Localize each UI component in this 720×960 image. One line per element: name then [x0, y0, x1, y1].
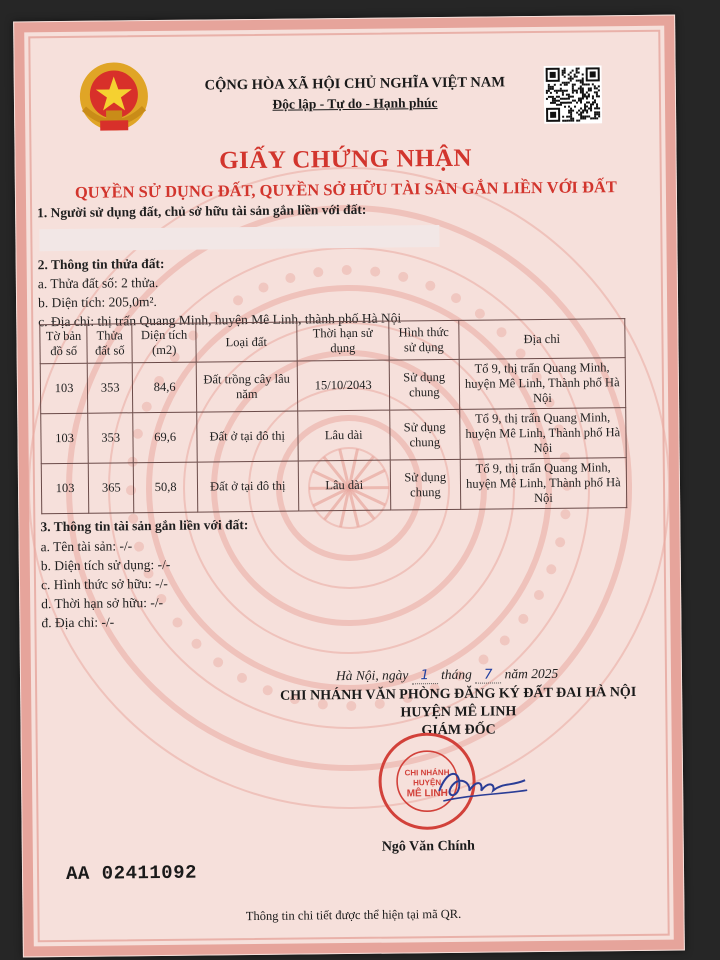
signer-position: GIÁM ĐỐC	[421, 722, 496, 739]
table-header-row	[40, 319, 625, 364]
national-emblem-icon	[76, 58, 153, 141]
certificate-title: GIẤY CHỨNG NHẬN	[219, 144, 473, 175]
qr-footnote: Thông tin chi tiết được thể hiện tại mã QR.	[245, 906, 462, 924]
redacted-owner	[39, 225, 439, 251]
table-row	[41, 458, 626, 514]
col-header-area: Diện tích (m2)	[132, 323, 196, 363]
seal-line-3: MÊ LINH	[406, 787, 448, 800]
cell-term: Lâu dài	[297, 410, 390, 461]
seal-line-1: CHI NHÁNH	[404, 767, 450, 778]
certificate-document	[13, 15, 685, 958]
parcel-area: b. Diện tích: 205,0m².	[37, 294, 157, 311]
date-month: 7	[475, 666, 501, 683]
cell-area: 84,6	[133, 362, 197, 413]
cell-map-sheet: 103	[40, 363, 88, 413]
col-header-usage-form: Hình thức sử dụng	[389, 320, 459, 360]
cell-land-type: Đất ở tại đô thị	[197, 461, 298, 512]
cell-parcel-no: 353	[87, 363, 133, 413]
cell-parcel-no: 365	[88, 463, 134, 513]
section-3-heading: 3. Thông tin tài sản gắn liền với đất:	[40, 517, 249, 535]
date-day: 1	[412, 667, 438, 684]
handwritten-signature	[433, 760, 533, 809]
cell-address: Tổ 9, thị trấn Quang Minh, huyện Mê Linh, Thành phố Hà Nội	[459, 358, 626, 410]
issuing-office: CHI NHÁNH VĂN PHÒNG ĐĂNG KÝ ĐẤT ĐAI HÀ NỘI	[280, 685, 637, 704]
parcel-address: c. Địa chỉ: thị trấn Quang Minh, huyện Mê Linh, thành phố Hà Nội	[38, 310, 402, 330]
republic-header: CỘNG HÒA XÃ HỘI CHỦ NGHĨA VIỆT NAM	[204, 74, 506, 94]
cell-map-sheet: 103	[41, 413, 89, 463]
date-month-label: tháng	[441, 666, 472, 683]
cell-term: Lâu dài	[298, 460, 391, 511]
date-year: năm 2025	[504, 665, 559, 682]
cell-land-type: Đất ở tại đô thị	[197, 411, 298, 462]
cell-land-type: Đất trồng cây lâu năm	[196, 361, 297, 412]
parcel-count: a. Thửa đất số: 2 thửa.	[37, 274, 159, 292]
serial-number: AA 02411092	[65, 861, 198, 885]
asset-area: b. Diện tích sử dụng: -/-	[40, 556, 171, 574]
date-prefix: Hà Nội, ngày	[335, 667, 409, 684]
col-header-address: Địa chỉ	[458, 319, 625, 360]
cell-parcel-no: 353	[88, 413, 134, 463]
motto: Độc lập - Tự do - Hạnh phúc	[272, 95, 438, 112]
asset-ownership-term: d. Thời hạn sở hữu: -/-	[41, 594, 164, 612]
section-2-heading: 2. Thông tin thửa đất:	[37, 255, 165, 273]
table-row	[41, 408, 626, 464]
cell-address: Tổ 9, thị trấn Quang Minh, huyện Mê Linh, Thành phố Hà Nội	[459, 408, 626, 460]
cell-map-sheet: 103	[41, 463, 89, 513]
seal-line-2: HUYỆN	[413, 778, 442, 788]
issuing-office-district: HUYỆN MÊ LINH	[400, 704, 517, 721]
cell-area: 69,6	[133, 412, 197, 463]
col-header-land-type: Loại đất	[196, 322, 297, 362]
table-row	[40, 358, 625, 414]
col-header-parcel-no: Thửa đất số	[87, 324, 133, 363]
col-header-map-sheet: Tờ bản đồ số	[40, 324, 88, 363]
certificate-subtitle: QUYỀN SỬ DỤNG ĐẤT, QUYỀN SỞ HỮU TÀI SẢN GẮN LIỀN VỚI ĐẤT	[74, 177, 617, 202]
qr-code-icon[interactable]	[544, 65, 603, 124]
signer-name: Ngô Văn Chính	[381, 838, 475, 855]
cell-address: Tổ 9, thị trấn Quang Minh, huyện Mê Linh, Thành phố Hà Nội	[460, 458, 627, 510]
col-header-term: Thời hạn sử dụng	[296, 321, 389, 361]
cell-term: 15/10/2043	[297, 360, 390, 411]
cell-usage-form: Sử dụng chung	[390, 409, 460, 460]
cell-usage-form: Sử dụng chung	[390, 459, 460, 510]
asset-ownership-form: c. Hình thức sở hữu: -/-	[40, 575, 168, 593]
parcel-table	[39, 318, 627, 514]
cell-area: 50,8	[134, 462, 198, 513]
section-1-heading: 1. Người sử dụng đất, chủ sở hữu tài sản gắn liền với đất:	[37, 201, 367, 221]
cell-usage-form: Sử dụng chung	[389, 359, 459, 410]
issue-date	[336, 666, 558, 685]
asset-name: a. Tên tài sản: -/-	[40, 538, 133, 555]
asset-address: đ. Địa chỉ: -/-	[41, 614, 115, 631]
